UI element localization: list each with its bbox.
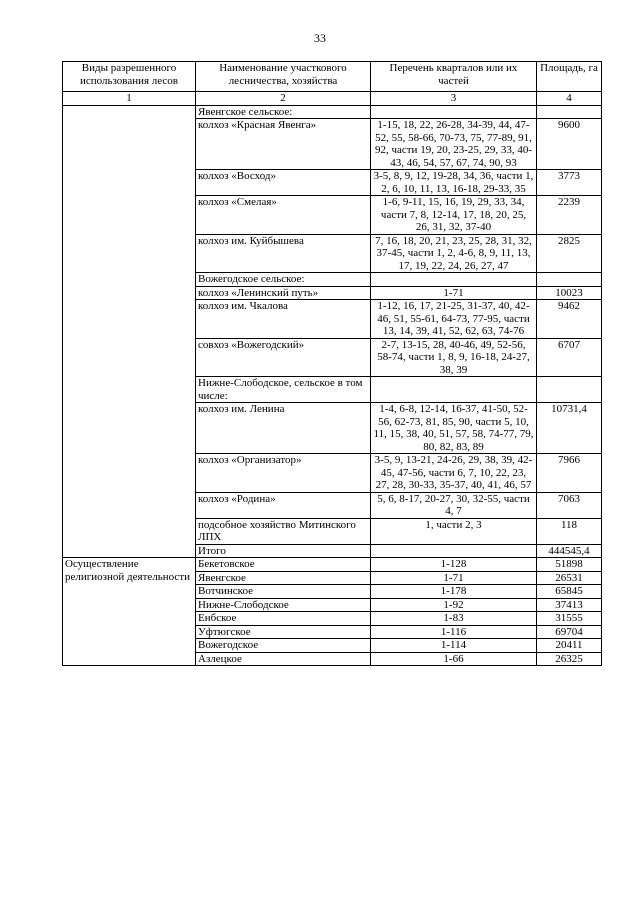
quarter-list: 1-116 — [371, 625, 537, 639]
area-value: 51898 — [537, 558, 602, 572]
area-value: 26325 — [537, 652, 602, 666]
area-value: 20411 — [537, 639, 602, 653]
farm-name: колхоз им. Чкалова — [196, 300, 371, 339]
farm-name: колхоз «Организатор» — [196, 454, 371, 493]
quarter-list: 1-92 — [371, 598, 537, 612]
farm-name: колхоз «Смелая» — [196, 196, 371, 235]
forestry-name: Явенгское — [196, 571, 371, 585]
quarter-list — [371, 377, 537, 403]
area-value: 69704 — [537, 625, 602, 639]
column-number: 4 — [537, 92, 602, 106]
quarter-list: 5, 6, 8-17, 20-27, 30, 32-55, части 4, 7 — [371, 492, 537, 518]
table-row — [63, 558, 602, 572]
council-name: Нижне-Слободское, сельское в том числе: — [196, 377, 371, 403]
forestry-name: Вожегодское — [196, 639, 371, 653]
column-number: 1 — [63, 92, 196, 106]
quarter-list: 1-178 — [371, 585, 537, 599]
quarter-list: 1-114 — [371, 639, 537, 653]
area-value: 37413 — [537, 598, 602, 612]
quarter-list: 1-71 — [371, 286, 537, 300]
quarter-list: 1-83 — [371, 612, 537, 626]
column-number: 2 — [196, 92, 371, 106]
area-value: 31555 — [537, 612, 602, 626]
page-number: 33 — [314, 31, 326, 45]
table-body-religious — [63, 558, 602, 666]
quarter-list: 7, 16, 18, 20, 21, 23, 25, 28, 31, 32, 37-45, части 1, 2, 4-6, 8, 9, 11, 13, 17, 19, 22, 24, 26, 27, 47 — [371, 234, 537, 273]
quarter-list: 1-15, 18, 22, 26-28, 34-39, 44, 47-52, 55, 58-66, 70-73, 75, 77-89, 91, 92, части 19, 20, 23-25, 29, 33, 40-43, 46, 54, 57, 67, 74, 90, 93 — [371, 119, 537, 170]
area-value: 9600 — [537, 119, 602, 170]
area-value: 65845 — [537, 585, 602, 599]
column-number: 3 — [371, 92, 537, 106]
area-value: 6707 — [537, 338, 602, 377]
quarter-list: 1-6, 9-11, 15, 16, 19, 29, 33, 34, части 7, 8, 12-14, 17, 18, 20, 25, 26, 31, 32, 37-40 — [371, 196, 537, 235]
quarter-list: 1-12, 16, 17, 21-25, 31-37, 40, 42-46, 51, 55-61, 64-73, 77-95, части 13, 14, 39, 41, 52, 62, 63, 74-76 — [371, 300, 537, 339]
area-value: 9462 — [537, 300, 602, 339]
forestry-name: Азлецкое — [196, 652, 371, 666]
quarter-list — [371, 105, 537, 119]
quarter-list: 1-71 — [371, 571, 537, 585]
forestry-name: Вотчинское — [196, 585, 371, 599]
council-name: Вожегодское сельское: — [196, 273, 371, 287]
area-value: 7063 — [537, 492, 602, 518]
area-value: 10023 — [537, 286, 602, 300]
quarter-list: 1-66 — [371, 652, 537, 666]
farm-name: колхоз «Ленинский путь» — [196, 286, 371, 300]
quarter-list: 1, части 2, 3 — [371, 518, 537, 544]
table-row — [63, 105, 602, 119]
council-name: Явенгское сельское: — [196, 105, 371, 119]
area-value: 2825 — [537, 234, 602, 273]
forestry-name: Нижне-Слободское — [196, 598, 371, 612]
area-value — [537, 377, 602, 403]
area-value: 444545,4 — [537, 544, 602, 558]
area-value — [537, 105, 602, 119]
area-value — [537, 273, 602, 287]
forestry-name: Бекетовское — [196, 558, 371, 572]
quarter-list: 1-4, 6-8, 12-14, 16-37, 41-50, 52-56, 62-73, 81, 85, 90, части 5, 10, 11, 15, 38, 40, 51, 57, 58, 74-77, 79, 80, 82, 83, 89 — [371, 403, 537, 454]
quarter-list — [371, 544, 537, 558]
farm-name: совхоз «Вожегодский» — [196, 338, 371, 377]
farm-name: колхоз «Восход» — [196, 170, 371, 196]
area-value: 3773 — [537, 170, 602, 196]
quarter-list: 1-128 — [371, 558, 537, 572]
header-quarters: Перечень кварталов или их частей — [371, 62, 537, 92]
usage-type-cell-empty — [63, 105, 196, 558]
column-number-row — [63, 92, 602, 106]
header-forestry-name: Наименование участкового лесничества, хозяйства — [196, 62, 371, 92]
farm-name: колхоз им. Ленина — [196, 403, 371, 454]
farm-name: колхоз «Красная Явенга» — [196, 119, 371, 170]
forest-usage-table — [62, 61, 602, 666]
header-area: Площадь, га — [537, 62, 602, 92]
quarter-list: 2-7, 13-15, 28, 40-46, 49, 52-56, 58-74, части 1, 8, 9, 16-18, 24-27, 38, 39 — [371, 338, 537, 377]
area-value: 7966 — [537, 454, 602, 493]
header-usage-type: Виды разрешенного использования лесов — [63, 62, 196, 92]
farm-name: колхоз им. Куйбышева — [196, 234, 371, 273]
farm-name: Итого — [196, 544, 371, 558]
forestry-name: Енбское — [196, 612, 371, 626]
farm-name: колхоз «Родина» — [196, 492, 371, 518]
table-body-continued — [63, 105, 602, 558]
farm-name: подсобное хозяйство Митинского ЛПХ — [196, 518, 371, 544]
area-value: 118 — [537, 518, 602, 544]
area-value: 2239 — [537, 196, 602, 235]
table-header-row — [63, 62, 602, 92]
quarter-list — [371, 273, 537, 287]
area-value: 10731,4 — [537, 403, 602, 454]
area-value: 26531 — [537, 571, 602, 585]
quarter-list: 3-5, 8, 9, 12, 19-28, 34, 36, части 1, 2, 6, 10, 11, 13, 16-18, 29-33, 35 — [371, 170, 537, 196]
quarter-list: 3-5, 9, 13-21, 24-26, 29, 38, 39, 42-45, 47-56, части 6, 7, 10, 22, 23, 27, 28, 30-33, 35-37, 40, 41, 46, 57 — [371, 454, 537, 493]
usage-type-religious: Осуществление религиозной деятельности — [63, 558, 196, 666]
forestry-name: Уфтюгское — [196, 625, 371, 639]
